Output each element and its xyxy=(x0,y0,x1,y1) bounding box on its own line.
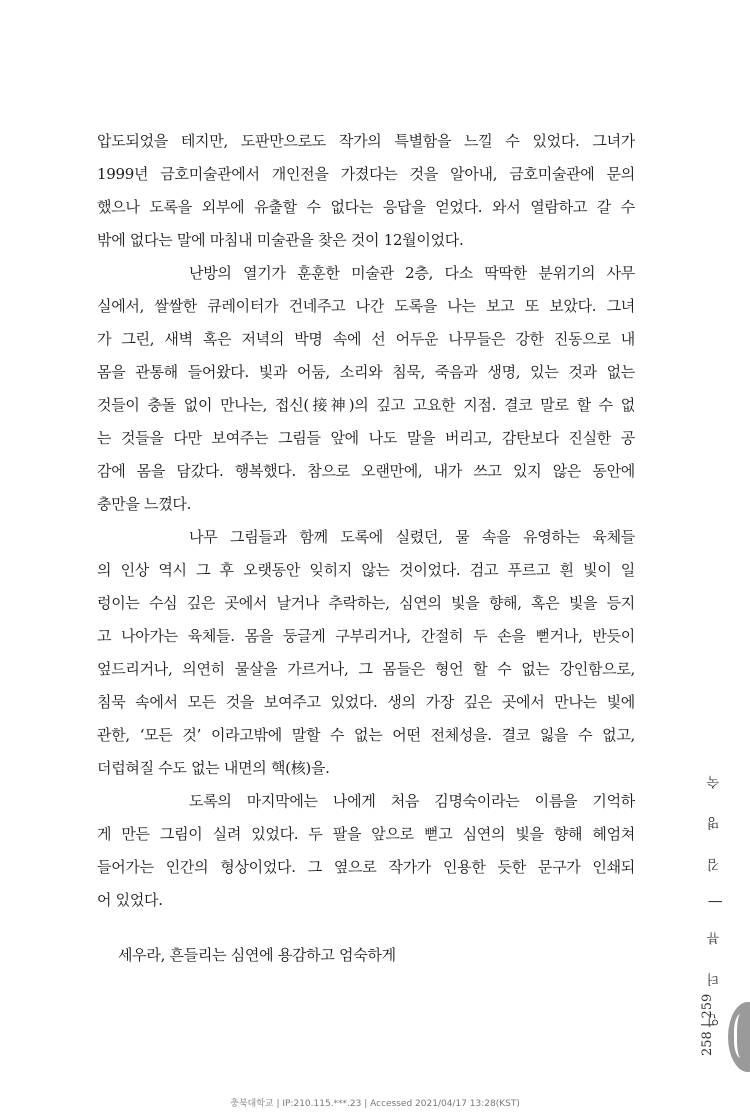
text-line: 가 그린, 새벽 혹은 저녁의 박명 속에 선 어두운 나무들은 강한 진동으로 내 xyxy=(97,330,635,348)
text-line: 것들이 충돌 없이 만나는, 접신(接神)의 깊고 고요한 지점. 결코 말로 할 수 없 xyxy=(97,396,635,414)
text-line: 난방의 열기가 훈훈한 미술관 2층, 다소 딱딱한 분위기의 사무 xyxy=(189,264,635,282)
text-line: 고 나아가는 육체들. 몸을 둥글게 구부리거나, 간절히 두 손을 뻗거나, 반듯이 xyxy=(97,627,635,645)
text-line: 충만을 느꼈다. xyxy=(97,495,192,513)
text-line: 의 인상 역시 그 후 오랫동안 잊히지 않는 것이었다. 검고 푸르고 흰 빛이 일 xyxy=(97,561,635,579)
text-line: 압도되었을 테지만, 도판만으로도 작가의 특별함을 느낄 수 있었다. 그녀가 xyxy=(97,132,635,150)
text-line: 는 것들을 다만 보여주는 그림들 앞에 나도 말을 버리고, 감탄보다 진실한 공 xyxy=(97,429,635,447)
text-line: 실에서, 쌀쌀한 큐레이터가 건네주고 나간 도록을 나는 보고 또 보았다. 그녀 xyxy=(97,297,635,315)
text-line: 1999년 금호미술관에서 개인전을 가졌다는 것을 알아내, 금호미술관에 문의 xyxy=(97,165,635,183)
access-footer: 충북대학교 | IP:210.115.***.23 | Accessed 2021/04/17 13:28(KST) xyxy=(230,1099,520,1109)
text-line: 게 만든 그림이 실려 있었다. 두 팔을 앞으로 뻗고 심연의 빛을 향해 헤엄쳐 xyxy=(97,825,635,843)
text-line: 몸을 관통해 들어왔다. 빛과 어둠, 소리와 침묵, 죽음과 생명, 있는 것과 없는 xyxy=(97,363,635,381)
text-line: 감에 몸을 담갔다. 행복했다. 참으로 오랜만에, 내가 쓰고 있지 않은 동안에 xyxy=(97,462,635,480)
text-line: 들어가는 인간의 형상이었다. 그 옆으로 작가가 인용한 듯한 문구가 인쇄되 xyxy=(97,858,635,876)
text-line: 밖에 없다는 말에 마침내 미술관을 찾은 것이 12월이었다. xyxy=(97,231,464,249)
section-title: 인 터 뷰 | 김 명 숙 xyxy=(707,764,723,1028)
text-line: 나무 그림들과 함께 도록에 실렸던, 물 속을 유영하는 육체들 xyxy=(189,528,635,546)
text-line: 했으나 도록을 외부에 유출할 수 없다는 응답을 얻었다. 와서 열람하고 갈 수 xyxy=(97,198,635,216)
text-line: 렁이는 수심 깊은 곳에서 날거나 추락하는, 심연의 빛을 향해, 혹은 빛을 등지 xyxy=(97,594,635,612)
page-numbers: 258 | 259 xyxy=(700,993,715,1057)
text-line: 침묵 속에서 모든 것을 보여주고 있었다. 생의 가장 깊은 곳에서 만나는 빛에 xyxy=(97,693,635,711)
quote-text: 세우라, 흔들리는 심연에 용감하고 엄숙하게 xyxy=(118,946,396,964)
text-line: 엎드리거나, 의연히 물살을 가르거나, 그 몸들은 형언 할 수 없는 강인함으로, xyxy=(97,660,635,678)
brush-emblem-icon xyxy=(728,1002,750,1072)
text-line: 관한, ‘모든 것’ 이라고밖에 말할 수 없는 어떤 전체성을. 결코 잃을 수 없고, xyxy=(97,726,635,744)
body-text xyxy=(97,125,635,917)
text-line: 어 있었다. xyxy=(97,891,163,909)
text-line: 도록의 마지막에는 나에게 처음 김명숙이라는 이름을 기억하 xyxy=(189,792,635,810)
text-line: 더럽혀질 수도 없는 내면의 핵(核)을. xyxy=(97,759,330,777)
